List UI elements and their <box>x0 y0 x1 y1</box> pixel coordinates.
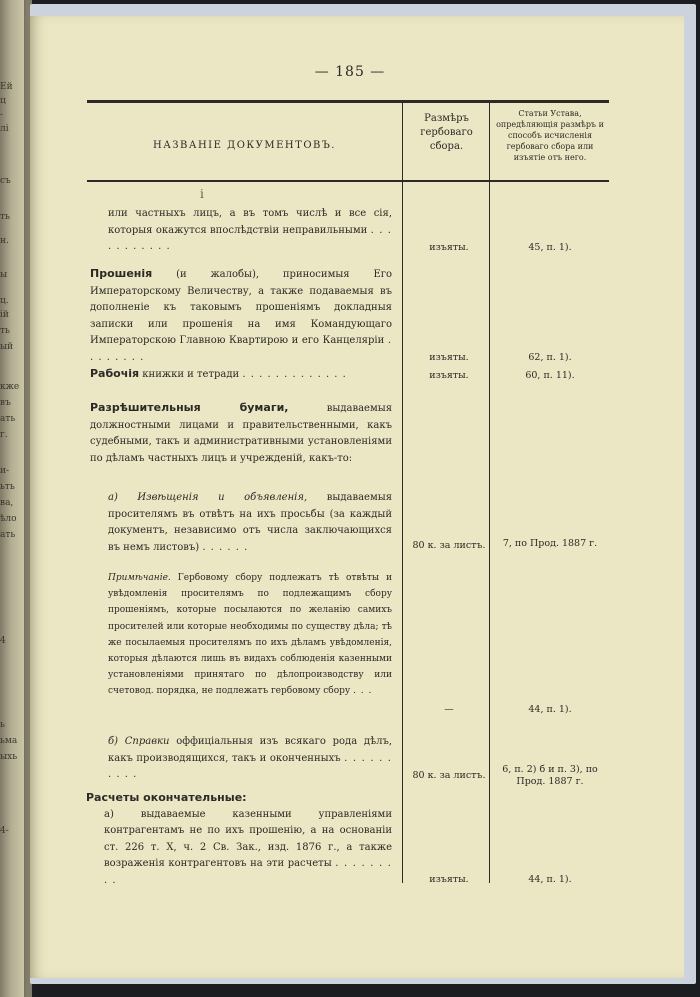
entry-size: изъяты. <box>429 352 469 363</box>
left-page-fragment: 4 <box>0 636 6 646</box>
entry-lead: а) Извѣщенія и объявленія, <box>108 492 308 503</box>
entry-size: 80 к. за листъ. <box>412 770 486 781</box>
left-page-fragment: ь <box>0 720 5 730</box>
entry-article: 44, п. 1). <box>528 874 572 885</box>
entry-text <box>108 206 392 256</box>
left-page-fragment: - <box>0 110 4 120</box>
table-row <box>30 366 684 390</box>
entry-body: а) выдаваемые казенными управленіями контрагентамъ не по ихъ прошенію, а на основаніи ст. 226 т. X, ч. 2 Св. Зак., изд. 1876 г., а также возраженія контрагентовъ на эти расчеты <box>104 808 392 869</box>
left-page-fragment: ыхь <box>0 752 18 762</box>
entry-body: (и жалобы), приносимыя Его Императорскому Величеству, а также подаваемыя въ дополненіе къ таковымъ прошеніямъ докладныя записки или прошенія на имя Командующаго Императорскою Главною Квартирою и его Канцеляріи <box>90 269 393 346</box>
entry-text <box>90 400 392 467</box>
left-page-fragment: кже <box>0 382 20 392</box>
entry-lead: Рабочія <box>90 367 140 380</box>
entry-text <box>108 734 392 784</box>
entry-article: 44, п. 1). <box>528 704 572 715</box>
stray-mark: і <box>200 187 204 201</box>
column-header-size: Размѣръ гербоваго сбора. <box>420 113 473 152</box>
left-page-fragment: ть <box>0 326 10 336</box>
left-page-fragment: ій <box>0 310 9 320</box>
entry-body: выдаваемыя просителямъ въ отвѣтъ на ихъ просьбы (за каждый документъ, независимо отъ числа заключающихся въ немъ листовъ) <box>108 492 392 553</box>
left-page-fragment: н. <box>0 236 9 246</box>
left-page-fragment: съ <box>0 176 11 186</box>
left-page-fragment: ый <box>0 342 14 352</box>
entry-text <box>86 790 392 889</box>
leader-dots: . . . . . . <box>202 541 249 553</box>
entry-size: — <box>444 704 454 715</box>
table-row <box>30 400 684 480</box>
left-page-fragment: 4- <box>0 826 9 836</box>
left-page-fragment: въ <box>0 398 11 408</box>
entry-text <box>108 490 392 556</box>
entry-size: изъяты. <box>429 242 469 253</box>
table-row <box>30 734 684 794</box>
entry-article: 6, п. 2) б и п. 3), по Прод. 1887 г. <box>502 764 598 787</box>
header-rule <box>87 180 609 182</box>
left-page-fragment: ать <box>0 530 16 540</box>
entry-body: оффиціальныя изъ всякаго рода дѣлъ, какъ производящихся, такъ и оконченныхъ <box>108 736 392 764</box>
entry-body: книжки и тетради <box>142 369 240 380</box>
entry-body: или частныхъ лицъ, а въ томъ числѣ и все сія, которыя окажутся впослѣдствіи неправильными <box>108 208 392 236</box>
entry-lead: Разрѣшительныя бумаги, <box>90 401 289 414</box>
column-header-name: НАЗВАНІЕ ДОКУМЕНТОВЪ. <box>153 140 336 151</box>
entry-article: 45, п. 1). <box>528 242 572 253</box>
left-page-fragment: ѣло <box>0 514 17 524</box>
table-row <box>30 490 684 560</box>
table-row <box>30 266 684 366</box>
left-page-fragment: ть <box>0 212 10 222</box>
left-page-fragment: ьма <box>0 736 18 746</box>
left-page-fragment: ать <box>0 414 16 424</box>
table-row <box>30 206 684 266</box>
leader-dots: . . . . . . . . . . . <box>108 224 392 252</box>
entry-text <box>108 570 392 700</box>
left-page-fragment: Ей <box>0 82 13 92</box>
entry-body: Гербовому сбору подлежатъ тѣ отвѣты и увѣдомленія просителямъ по подлежащимъ сбору прошеніямъ, которые посылаются по желанію самихъ просителей или которые необходимы по существу дѣла; тѣ же посылаемыя просителямъ по ихъ дѣламъ увѣдомленія, которыя дѣлаются лишь въ видахъ соблюденія казенными установленіями принятаго по дѣлопроизводству или счетовод. порядка, не подлежатъ гербовому сбору <box>108 573 392 697</box>
entry-article: 7, по Прод. 1887 г. <box>502 538 598 549</box>
left-page-fragment: и- <box>0 466 10 476</box>
leader-dots: . . . . . . . . . . <box>108 752 392 780</box>
left-page-fragment: ьть <box>0 482 15 492</box>
entry-size: 80 к. за листъ. <box>412 540 486 551</box>
entry-lead: Примѣчаніе. <box>108 573 171 583</box>
entry-article: 62, п. 1). <box>528 352 572 363</box>
column-header-article: Статьи Устава, опредѣляющія размѣръ и способъ исчисленія гербоваго сбора или изъятіе отъ него. <box>496 109 604 162</box>
book-page <box>30 16 684 978</box>
left-page-fragment: ы <box>0 270 8 280</box>
entry-size: изъяты. <box>429 370 469 381</box>
entry-text <box>90 366 392 384</box>
leader-dots: . . . . . . . . . <box>104 858 392 886</box>
entry-lead: Расчеты окончательные: <box>86 791 247 804</box>
page-number: — 185 — <box>314 64 386 80</box>
table-row <box>30 790 684 884</box>
entry-lead: б) Справки <box>108 736 170 747</box>
left-page-fragment: ва, <box>0 498 14 508</box>
entry-lead: Прошенія <box>90 267 153 280</box>
leader-dots: . . . . . . . . <box>90 335 392 363</box>
table-row <box>30 570 684 720</box>
entry-article: 60, п. 11). <box>525 370 575 381</box>
leader-dots: . . . <box>353 686 373 697</box>
entry-text <box>90 266 392 366</box>
left-page-fragment: г. <box>0 430 8 440</box>
left-page-fragment: лі <box>0 124 9 134</box>
left-page-fragment: ц <box>0 96 6 106</box>
entry-size: изъяты. <box>429 874 469 885</box>
left-page-fragment: ц. <box>0 296 9 306</box>
leader-dots: . . . . . . . . . . . . . <box>242 369 347 380</box>
table-top-rule <box>87 100 609 103</box>
entry-body: выдаваемыя должностными лицами и правительственными, какъ судебными, такъ и административными установленіями по дѣламъ частныхъ лицъ и учрежденій, какъ-то: <box>90 403 392 464</box>
